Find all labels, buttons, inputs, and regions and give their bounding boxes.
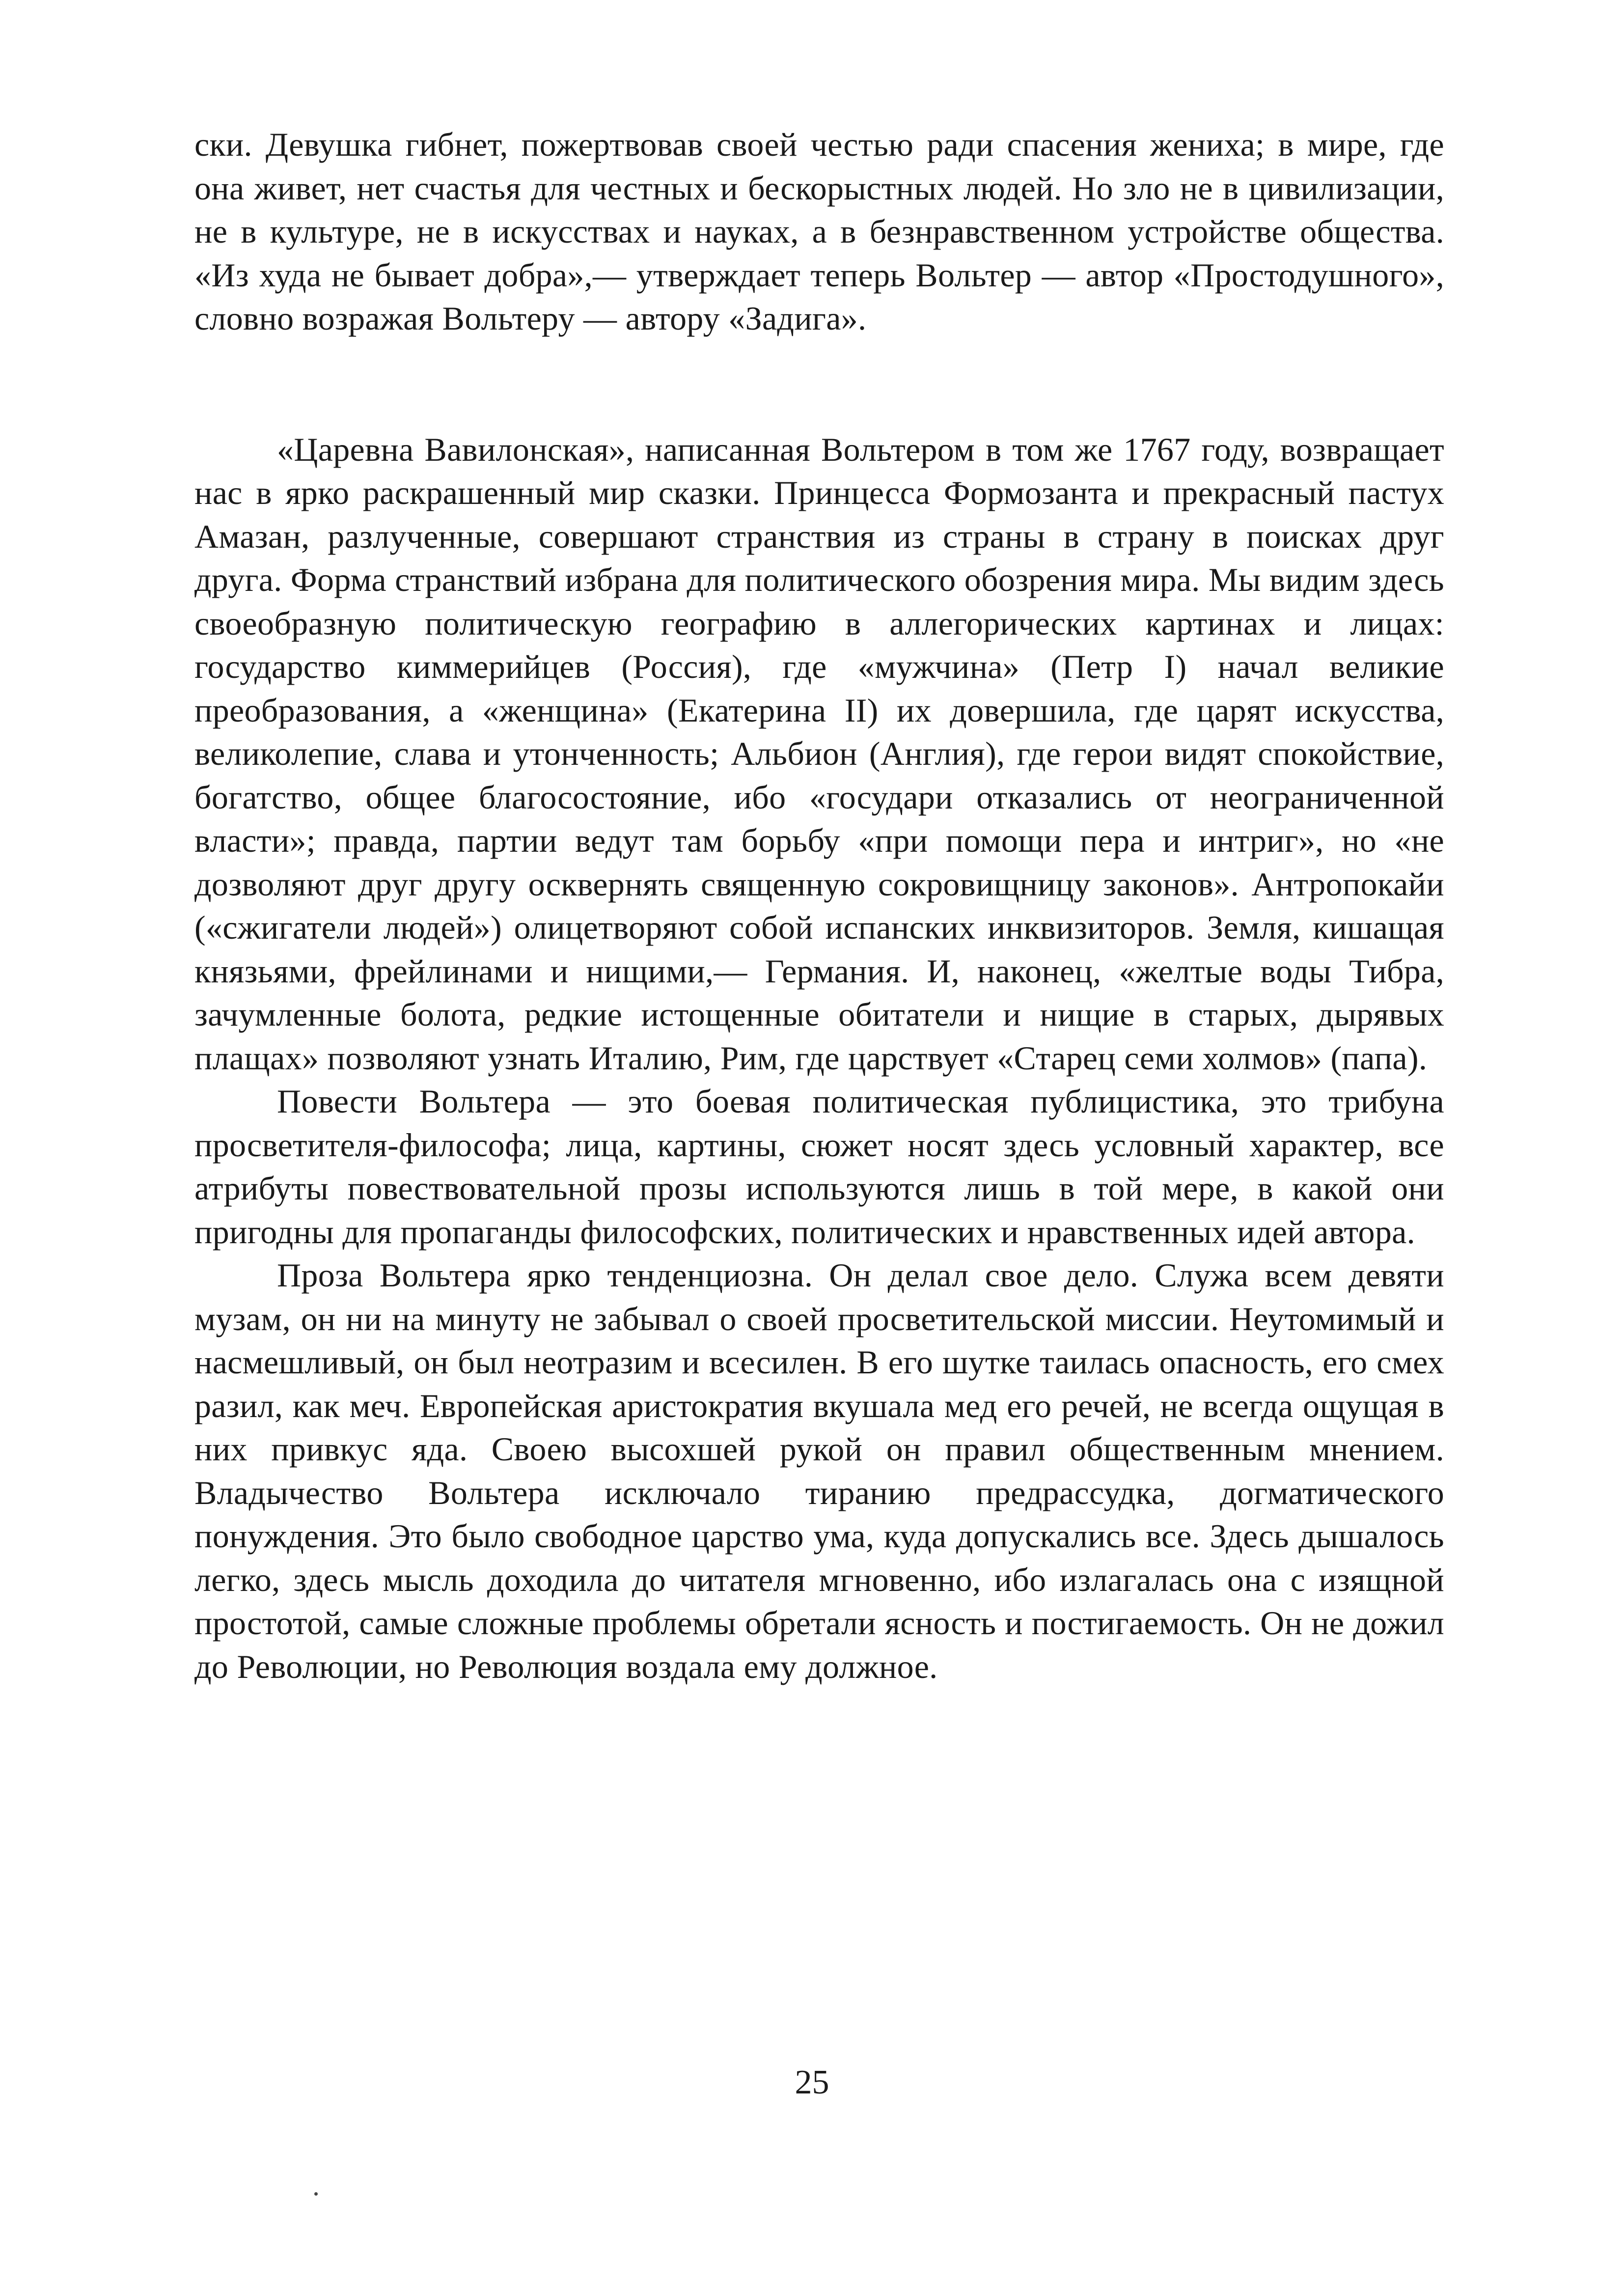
print-speck xyxy=(314,2192,318,2196)
paragraph-princess-of-babylon: «Царевна Вавилонская», написанная Вольтером в том же 1767 году, возвращает нас в ярко раскрашенный мир сказки. Принцесса Формозанта и прекрасный пастух Амазан, разлученные, совершают странствия из страны в страну в поисках друг друга. Форма странствий избрана для политического обозрения мира. Мы видим здесь своеобразную политическую географию в аллегорических картинах и лицах: государство киммерийцев (Россия), где «мужчина» (Петр I) начал великие преобразования, а «женщина» (Екатерина II) их довершила, где царят искусства, великолепие, слава и утонченность; Альбион (Англия), где герои видят спокойствие, богатство, общее благосостояние, ибо «государи отказались от неограниченной власти»; правда, партии ведут там борьбу «при помощи пера и интриг», но «не дозволяют друг другу осквернять священную сокровищницу законов». Антропокайи («сжигатели людей») олицетворяют собой испанских инквизиторов. Земля, кишащая князьями, фрейлинами и нищими,— Германия. И, наконец, «желтые воды Тибра, зачумленные болота, редкие истощенные обитатели и нищие в старых, дырявых плащах» позволяют узнать Италию, Рим, где царствует «Старец семи холмов» (папа). xyxy=(194,430,1444,1077)
section-gap xyxy=(194,340,1444,428)
page-body xyxy=(194,123,1444,1688)
paragraph-political-publicism: Повести Вольтера — это боевая политическая публицистика, это трибуна просветителя-философа; лица, картины, сюжет носят здесь условный характер, все атрибуты повествовательной прозы используются лишь в той мере, в какой они пригодны для пропаганды философских, политических и нравственных идей автора. xyxy=(194,1083,1444,1251)
paragraph-tendentious-prose: Проза Вольтера ярко тенденциозна. Он делал свое дело. Служа всем девяти музам, он ни на минуту не забывал о своей просветительской миссии. Неутомимый и насмешливый, он был неотразим и всесилен. В его шутке таилась опасность, его смех разил, как меч. Европейская аристократия вкушала мед его речей, не всегда ощущая в них привкус яда. Своею высохшей рукой он правил общественным мнением. Владычество Вольтера исключало тиранию предрассудка, догматического понуждения. Это было свободное царство ума, куда допускались все. Здесь дышалось легко, здесь мысль доходила до читателя мгновенно, ибо излагалась она с изящной простотой, самые сложные проблемы обретали ясность и постигаемость. Он не дожил до Революции, но Революция воздала ему должное. xyxy=(194,1256,1444,1685)
page-number: 25 xyxy=(795,2063,829,2101)
paragraph-continuation: ски. Девушка гибнет, пожертвовав своей честью ради спасения жениха; в мире, где она живет, нет счастья для честных и бескорыстных людей. Но зло не в цивилизации, не в культуре, не в искусствах и науках, а в безнравственном устройстве общества. «Из худа не бывает добра»,— утверждает теперь Вольтер — автор «Простодушного», словно возражая Вольтеру — автору «Задига». xyxy=(194,126,1444,337)
